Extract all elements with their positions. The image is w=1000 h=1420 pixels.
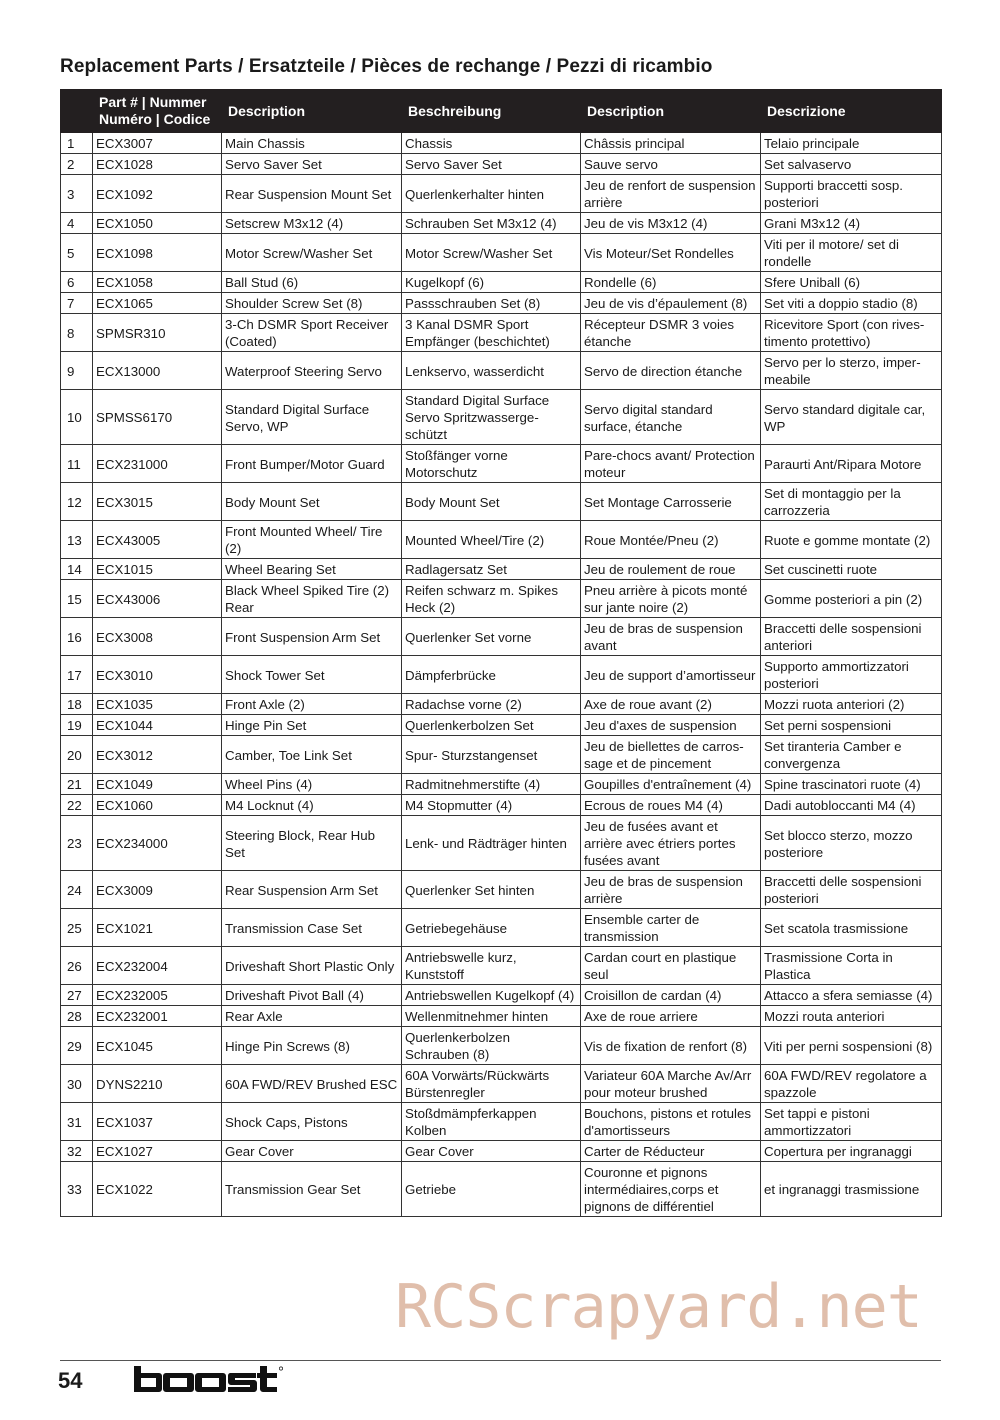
cell-number: 14 [61,559,93,580]
cell-description-it: Viti per il motore/ set di rondelle [761,234,942,272]
table-row [61,175,942,213]
footer-divider [60,1360,941,1361]
cell-description-fr: Pneu arrière à picots monté sur jante noire (2) [581,580,761,618]
cell-description-de: Querlenker Set hinten [402,871,581,909]
cell-description-it: Set tiranteria Camber e convergenza [761,736,942,774]
cell-description-en: Setscrew M3x12 (4) [222,213,402,234]
cell-number: 17 [61,656,93,694]
cell-part-number: ECX1049 [93,774,222,795]
cell-number: 1 [61,133,93,154]
cell-description-it: Set blocco sterzo, mozzo posteriore [761,816,942,871]
cell-description-en: Rear Suspension Mount Set [222,175,402,213]
cell-description-en: Motor Screw/Washer Set [222,234,402,272]
table-row [61,694,942,715]
cell-description-it: Trasmissione Corta in Plastica [761,947,942,985]
table-row [61,1006,942,1027]
cell-description-en: Front Bumper/Motor Guard [222,445,402,483]
cell-description-fr: Jeu de vis d’épaulement (8) [581,293,761,314]
cell-description-fr: Vis Moteur/Set Rondelles [581,234,761,272]
cell-number: 16 [61,618,93,656]
cell-description-de: 3 Kanal DSMR Sport Empfänger (beschichtet) [402,314,581,352]
cell-description-fr: Bouchons, pistons et rotules d'amortisseurs [581,1103,761,1141]
cell-description-en: M4 Locknut (4) [222,795,402,816]
cell-description-de: Querlenkerhalter hinten [402,175,581,213]
cell-description-en: 60A FWD/REV Brushed ESC [222,1065,402,1103]
cell-description-it: et ingranaggi trasmissione [761,1162,942,1217]
cell-part-number: ECX1015 [93,559,222,580]
cell-number: 21 [61,774,93,795]
cell-part-number: ECX1022 [93,1162,222,1217]
cell-description-en: Transmission Gear Set [222,1162,402,1217]
cell-number: 24 [61,871,93,909]
cell-description-en: Ball Stud (6) [222,272,402,293]
cell-description-en: Waterproof Steering Servo [222,352,402,390]
cell-part-number: ECX1060 [93,795,222,816]
cell-number: 28 [61,1006,93,1027]
table-row [61,774,942,795]
cell-description-de: 60A Vorwärts/Rückwärts Bürstenregler [402,1065,581,1103]
cell-part-number: ECX1098 [93,234,222,272]
cell-description-de: Querlenkerbolzen Set [402,715,581,736]
cell-description-en: Rear Suspension Arm Set [222,871,402,909]
boost-logo [134,1366,284,1392]
cell-part-number: ECX1058 [93,272,222,293]
cell-part-number: SPMSS6170 [93,390,222,445]
table-row [61,580,942,618]
cell-part-number: ECX232004 [93,947,222,985]
cell-description-it: Ricevitore Sport (con rives-timento protettivo) [761,314,942,352]
table-row [61,795,942,816]
cell-description-de: Wellenmitnehmer hinten [402,1006,581,1027]
cell-number: 30 [61,1065,93,1103]
table-row [61,234,942,272]
table-row [61,483,942,521]
cell-description-it: Servo standard digitale car, WP [761,390,942,445]
table-row [61,314,942,352]
cell-description-fr: Jeu de vis M3x12 (4) [581,213,761,234]
cell-description-fr: Châssis principal [581,133,761,154]
table-row [61,521,942,559]
cell-description-it: Ruote e gomme montate (2) [761,521,942,559]
cell-description-de: Radachse vorne (2) [402,694,581,715]
cell-description-de: Querlenker Set vorne [402,618,581,656]
cell-description-en: Shock Caps, Pistons [222,1103,402,1141]
cell-description-en: Shock Tower Set [222,656,402,694]
cell-description-en: 3-Ch DSMR Sport Receiver (Coated) [222,314,402,352]
table-row [61,272,942,293]
cell-description-it: Spine trascinatori ruote (4) [761,774,942,795]
cell-description-de: Motor Screw/Washer Set [402,234,581,272]
cell-description-it: Supporti braccetti sosp. posteriori [761,175,942,213]
cell-description-de: Passschrauben Set (8) [402,293,581,314]
cell-description-de: Stoßdmämpferkappen Kolben [402,1103,581,1141]
cell-description-it: Copertura per ingranaggi [761,1141,942,1162]
cell-description-fr: Goupilles d'entraînement (4) [581,774,761,795]
cell-description-de: Radmitnehmerstifte (4) [402,774,581,795]
cell-description-it: Braccetti delle sospensioni anteriori [761,618,942,656]
cell-number: 4 [61,213,93,234]
table-row [61,816,942,871]
header-description-fr: Description [581,90,761,133]
cell-description-it: Paraurti Ant/Ripara Motore [761,445,942,483]
cell-description-de: Gear Cover [402,1141,581,1162]
cell-part-number: ECX1028 [93,154,222,175]
cell-part-number: ECX1045 [93,1027,222,1065]
header-number [61,90,93,133]
cell-description-fr: Servo de direction étanche [581,352,761,390]
cell-description-it: Dadi autobloccanti M4 (4) [761,795,942,816]
parts-table [60,89,942,1217]
header-part-line2: Numéro | Codice [99,111,211,127]
cell-number: 20 [61,736,93,774]
cell-description-fr: Sauve servo [581,154,761,175]
cell-description-en: Servo Saver Set [222,154,402,175]
cell-description-it: Set perni sospensioni [761,715,942,736]
cell-description-en: Transmission Case Set [222,909,402,947]
cell-description-de: M4 Stopmutter (4) [402,795,581,816]
cell-part-number: ECX1044 [93,715,222,736]
cell-description-it: Attacco a sfera semiasse (4) [761,985,942,1006]
cell-description-fr: Jeu de renfort de suspension arrière [581,175,761,213]
cell-part-number: ECX1037 [93,1103,222,1141]
cell-description-de: Antriebswelle kurz, Kunststoff [402,947,581,985]
table-row [61,947,942,985]
table-row [61,871,942,909]
cell-description-fr: Ensemble carter de transmission [581,909,761,947]
cell-description-de: Body Mount Set [402,483,581,521]
cell-description-it: Viti per perni sospensioni (8) [761,1027,942,1065]
table-row [61,1103,942,1141]
cell-description-de: Lenk- und Rädträger hinten [402,816,581,871]
table-row [61,736,942,774]
cell-number: 33 [61,1162,93,1217]
cell-description-fr: Carter de Réducteur [581,1141,761,1162]
cell-part-number: ECX13000 [93,352,222,390]
cell-description-it: Grani M3x12 (4) [761,213,942,234]
cell-number: 22 [61,795,93,816]
cell-description-fr: Roue Montée/Pneu (2) [581,521,761,559]
watermark: RCScrapyard.net [395,1272,922,1342]
cell-description-fr: Cardan court en plastique seul [581,947,761,985]
cell-description-fr: Axe de roue arriere [581,1006,761,1027]
table-header [61,90,942,133]
cell-description-de: Spur- Sturzstangenset [402,736,581,774]
cell-description-en: Wheel Pins (4) [222,774,402,795]
cell-description-fr: Axe de roue avant (2) [581,694,761,715]
cell-description-it: Set di montaggio per la carrozzeria [761,483,942,521]
cell-number: 18 [61,694,93,715]
cell-description-it: Supporto ammortizzatori posteriori [761,656,942,694]
cell-description-en: Shoulder Screw Set (8) [222,293,402,314]
cell-description-fr: Rondelle (6) [581,272,761,293]
cell-part-number: ECX3012 [93,736,222,774]
cell-number: 2 [61,154,93,175]
cell-part-number: ECX231000 [93,445,222,483]
cell-description-fr: Couronne et pignons intermédiaires,corps et pignons de différentiel [581,1162,761,1217]
cell-description-fr: Jeu de bras de suspension avant [581,618,761,656]
cell-part-number: DYNS2210 [93,1065,222,1103]
cell-description-it: Set cuscinetti ruote [761,559,942,580]
cell-part-number: ECX232005 [93,985,222,1006]
cell-number: 10 [61,390,93,445]
cell-number: 13 [61,521,93,559]
cell-description-de: Stoßfänger vorne Motorschutz [402,445,581,483]
cell-number: 19 [61,715,93,736]
cell-part-number: ECX1050 [93,213,222,234]
cell-description-en: Steering Block, Rear Hub Set [222,816,402,871]
cell-part-number: ECX1092 [93,175,222,213]
cell-part-number: ECX43006 [93,580,222,618]
cell-description-fr: Récepteur DSMR 3 voies étanche [581,314,761,352]
cell-number: 8 [61,314,93,352]
cell-number: 11 [61,445,93,483]
cell-description-fr: Servo digital standard surface, étanche [581,390,761,445]
cell-description-de: Chassis [402,133,581,154]
cell-description-en: Front Axle (2) [222,694,402,715]
cell-description-en: Wheel Bearing Set [222,559,402,580]
page-title: Replacement Parts / Ersatzteile / Pièces de rechange / Pezzi di ricambio [60,56,713,77]
cell-part-number: ECX3010 [93,656,222,694]
cell-number: 27 [61,985,93,1006]
cell-part-number: ECX1035 [93,694,222,715]
cell-number: 15 [61,580,93,618]
table-row [61,1141,942,1162]
cell-description-de: Radlagersatz Set [402,559,581,580]
cell-description-en: Driveshaft Pivot Ball (4) [222,985,402,1006]
cell-description-fr: Variateur 60A Marche Av/Arr pour moteur brushed [581,1065,761,1103]
cell-number: 12 [61,483,93,521]
table-row [61,1162,942,1217]
cell-number: 32 [61,1141,93,1162]
cell-description-de: Kugelkopf (6) [402,272,581,293]
cell-description-fr: Jeu de biellettes de carros-sage et de pincement [581,736,761,774]
table-row [61,445,942,483]
cell-description-fr: Jeu de roulement de roue [581,559,761,580]
cell-description-fr: Jeu de fusées avant et arrière avec étriers portes fusées avant [581,816,761,871]
cell-description-it: Set scatola trasmissione [761,909,942,947]
table-row [61,390,942,445]
table-row [61,559,942,580]
cell-description-it: Braccetti delle sospensioni posteriori [761,871,942,909]
cell-number: 23 [61,816,93,871]
cell-number: 3 [61,175,93,213]
cell-part-number: ECX1021 [93,909,222,947]
table-row [61,1065,942,1103]
cell-description-de: Lenkservo, wasserdicht [402,352,581,390]
cell-part-number: ECX234000 [93,816,222,871]
cell-number: 9 [61,352,93,390]
cell-description-en: Front Suspension Arm Set [222,618,402,656]
cell-number: 29 [61,1027,93,1065]
table-body [61,133,942,1217]
cell-description-it: Mozzi ruota anteriori (2) [761,694,942,715]
cell-description-en: Hinge Pin Screws (8) [222,1027,402,1065]
cell-description-de: Reifen schwarz m. Spikes Heck (2) [402,580,581,618]
cell-description-en: Gear Cover [222,1141,402,1162]
cell-description-de: Standard Digital Surface Servo Spritzwasserge-schützt [402,390,581,445]
cell-description-de: Schrauben Set M3x12 (4) [402,213,581,234]
cell-description-it: Gomme posteriori a pin (2) [761,580,942,618]
table-row [61,213,942,234]
cell-description-en: Rear Axle [222,1006,402,1027]
cell-description-it: 60A FWD/REV regolatore a spazzole [761,1065,942,1103]
cell-number: 31 [61,1103,93,1141]
cell-description-it: Telaio principale [761,133,942,154]
cell-part-number: ECX3008 [93,618,222,656]
cell-part-number: ECX3007 [93,133,222,154]
cell-part-number: ECX3015 [93,483,222,521]
cell-description-fr: Jeu de bras de suspension arrière [581,871,761,909]
table-row [61,985,942,1006]
table-row [61,154,942,175]
cell-part-number: ECX232001 [93,1006,222,1027]
cell-number: 26 [61,947,93,985]
cell-description-en: Hinge Pin Set [222,715,402,736]
cell-description-it: Mozzi routa anteriori [761,1006,942,1027]
cell-part-number: SPMSR310 [93,314,222,352]
cell-description-it: Sfere Uniball (6) [761,272,942,293]
table-row [61,656,942,694]
cell-description-fr: Set Montage Carrosserie [581,483,761,521]
cell-description-it: Set tappi e pistoni ammortizzatori [761,1103,942,1141]
cell-description-de: Antriebswellen Kugelkopf (4) [402,985,581,1006]
cell-description-en: Standard Digital Surface Servo, WP [222,390,402,445]
cell-description-it: Set viti a doppio stadio (8) [761,293,942,314]
cell-number: 25 [61,909,93,947]
cell-number: 7 [61,293,93,314]
table-row [61,1027,942,1065]
cell-description-it: Servo per lo sterzo, imper-meabile [761,352,942,390]
cell-description-en: Body Mount Set [222,483,402,521]
cell-description-fr: Jeu d'axes de suspension [581,715,761,736]
cell-description-en: Main Chassis [222,133,402,154]
table-row [61,715,942,736]
cell-part-number: ECX43005 [93,521,222,559]
cell-description-it: Set salvaservo [761,154,942,175]
cell-description-de: Servo Saver Set [402,154,581,175]
cell-part-number: ECX1027 [93,1141,222,1162]
cell-description-en: Front Mounted Wheel/ Tire (2) [222,521,402,559]
cell-description-fr: Jeu de support d’amortisseur [581,656,761,694]
header-description-en: Description [222,90,402,133]
cell-description-en: Camber, Toe Link Set [222,736,402,774]
cell-description-de: Getriebegehäuse [402,909,581,947]
cell-part-number: ECX1065 [93,293,222,314]
table-row [61,293,942,314]
cell-number: 5 [61,234,93,272]
table-row [61,618,942,656]
table-row [61,133,942,154]
table-row [61,352,942,390]
header-description-it: Descrizione [761,90,942,133]
header-part-number [93,90,222,133]
cell-description-fr: Pare-chocs avant/ Protection moteur [581,445,761,483]
header-description-de: Beschreibung [402,90,581,133]
cell-description-de: Getriebe [402,1162,581,1217]
page-number: 54 [58,1368,83,1393]
cell-description-fr: Vis de fixation de renfort (8) [581,1027,761,1065]
header-row [61,90,942,133]
cell-description-de: Dämpferbrücke [402,656,581,694]
cell-description-fr: Croisillon de cardan (4) [581,985,761,1006]
cell-description-de: Querlenkerbolzen Schrauben (8) [402,1027,581,1065]
header-part-line1: Part # | Nummer [99,94,207,110]
cell-part-number: ECX3009 [93,871,222,909]
table-row [61,909,942,947]
cell-description-de: Mounted Wheel/Tire (2) [402,521,581,559]
cell-description-en: Driveshaft Short Plastic Only [222,947,402,985]
cell-description-en: Black Wheel Spiked Tire (2) Rear [222,580,402,618]
cell-number: 6 [61,272,93,293]
cell-description-fr: Ecrous de roues M4 (4) [581,795,761,816]
